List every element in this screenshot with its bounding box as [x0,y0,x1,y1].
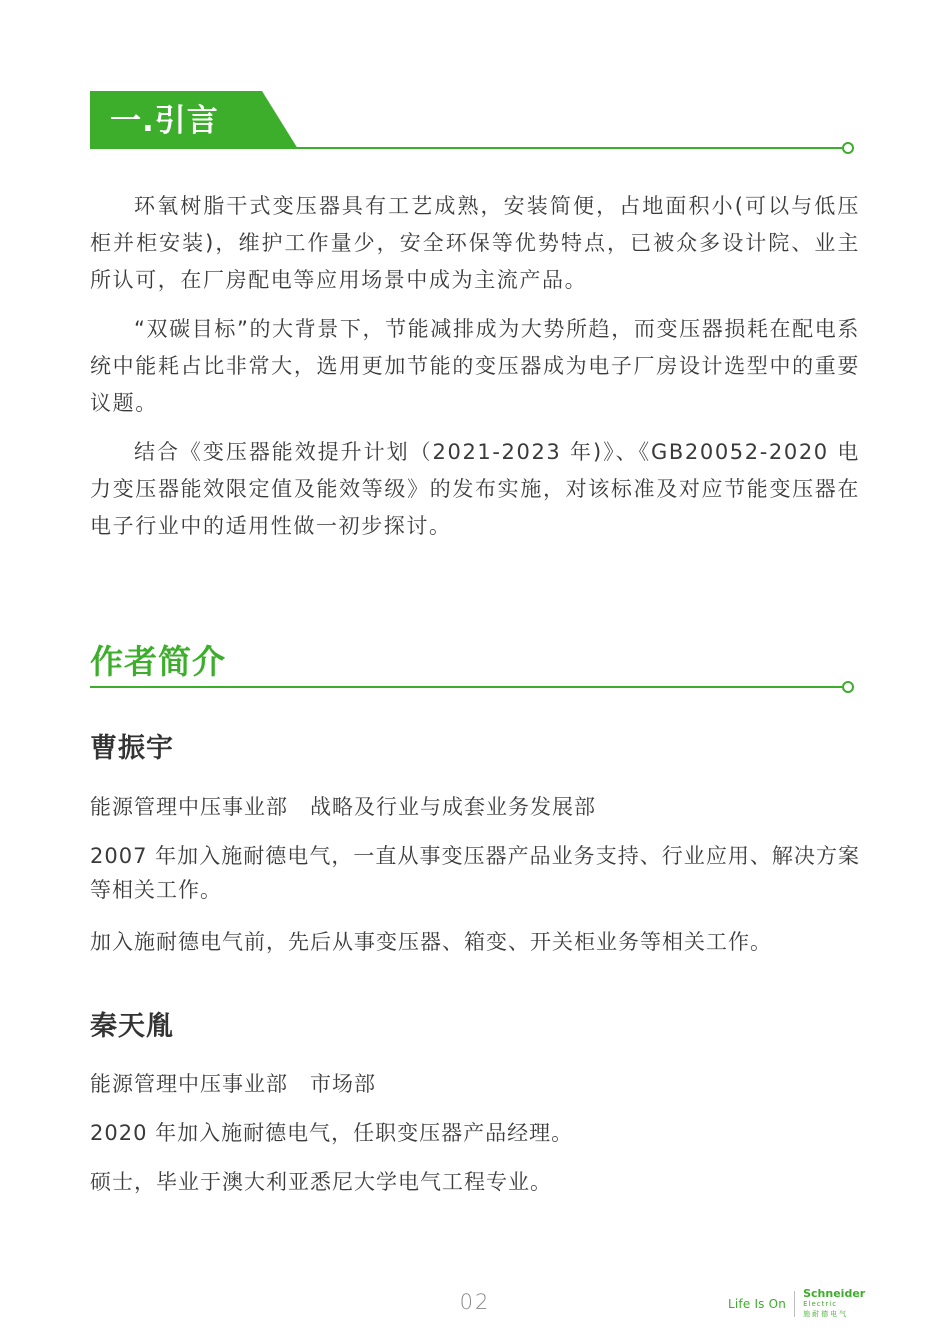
author-bio-line: 加入施耐德电气前，先后从事变压器、箱变、开关柜业务等相关工作。 [90,930,772,954]
author-bio-line: 2007 年加入施耐德电气，一直从事变压器产品业务支持、行业应用、解决方案等相关工作。 [90,844,860,902]
intro-paragraph-2: “双碳目标”的大背景下，节能减排成为大势所趋，而变压器损耗在配电系统中能耗占比非常大，选用更加节能的变压器成为电子厂房设计选型中的重要议题。 [90,317,860,415]
author-bio-line: 能源管理中压事业部 战略及行业与成套业务发展部 [90,795,596,819]
authors-section-divider [90,686,842,688]
brand-sub: Electric [803,1300,838,1308]
page-number: 02 [459,1290,491,1314]
section-title: 一.引言 [110,103,219,139]
brand-separator [794,1291,795,1317]
author-bio-line: 硕士，毕业于澳大利亚悉尼大学电气工程专业。 [90,1170,552,1194]
author-bio-line: 能源管理中压事业部 市场部 [90,1072,376,1096]
author-name: 秦天胤 [90,1011,174,1042]
intro-paragraph-1: 环氧树脂干式变压器具有工艺成熟，安装简便，占地面积小(可以与低压柜并柜安装)，维护工作量少，安全环保等优势特点，已被众多设计院、业主所认可，在厂房配电等应用场景中成为主流产品。 [90,194,860,292]
intro-paragraph-3: 结合《变压器能效提升计划（2021-2023 年)》、《GB20052-2020 电力变压器能效限定值及能效等级》的发布实施，对该标准及对应节能变压器在电子行业中的适用性做一初步探讨。 [90,440,860,538]
authors-section-title: 作者简介 [90,642,226,681]
section-divider [90,147,842,149]
brand-logo [728,1288,865,1320]
author-bio-line: 2020 年加入施耐德电气，任职变压器产品经理。 [90,1121,574,1145]
divider-end-circle [842,142,854,154]
brand-name: Schneider [803,1287,866,1300]
tagline: Life Is On [728,1297,787,1311]
author-name: 曹振宇 [90,733,174,764]
brand-cn: 施耐德电气 [803,1310,849,1318]
divider-end-circle [842,681,854,693]
schneider-logo [803,1289,865,1319]
